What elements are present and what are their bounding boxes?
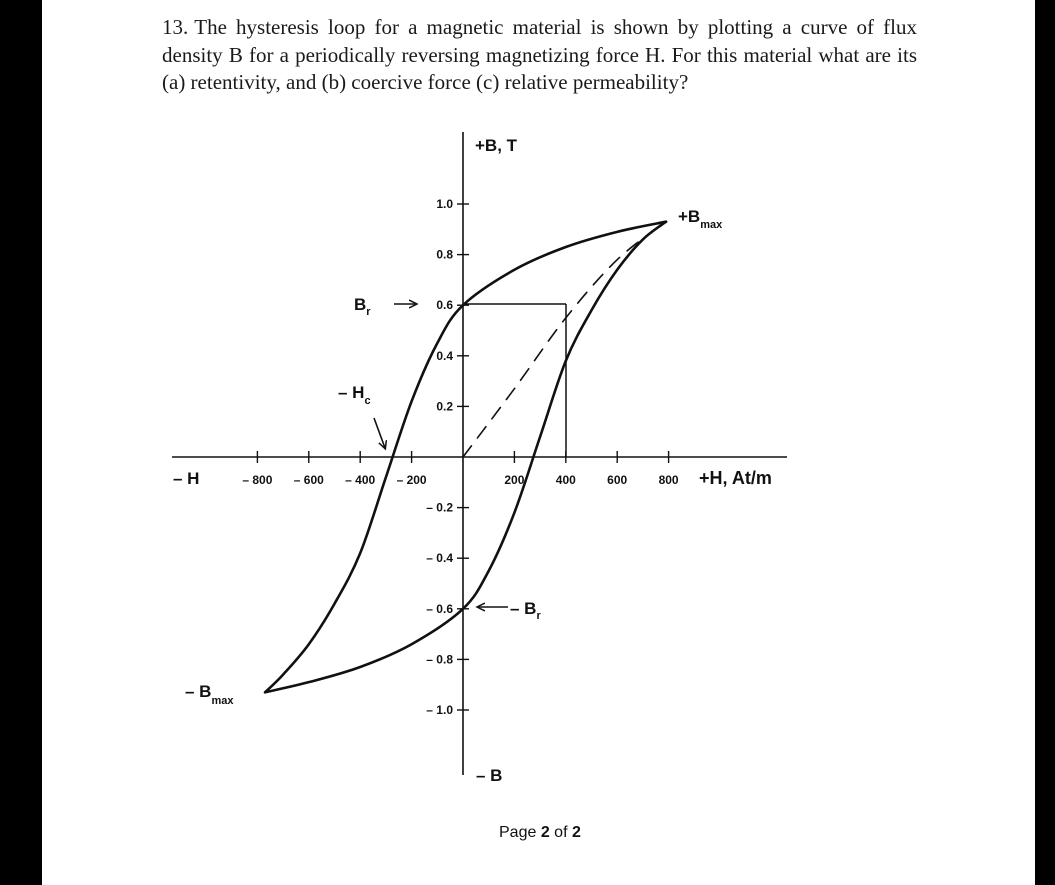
hc-arrow bbox=[374, 418, 385, 448]
initial-magnetization-curve bbox=[463, 222, 666, 457]
b-max-positive-label bbox=[678, 207, 723, 231]
y-tick-label: 0.4 bbox=[436, 348, 453, 363]
remanence-negative-main: – B bbox=[510, 599, 537, 618]
x-tick-label: – 400 bbox=[345, 473, 376, 487]
y-tick-label: – 0.4 bbox=[426, 551, 453, 566]
b-negative-axis-label: – B bbox=[476, 766, 503, 785]
coercive-sub: c bbox=[364, 395, 371, 407]
remanence-negative-sub: r bbox=[536, 610, 541, 622]
coercive-main: – H bbox=[338, 383, 365, 402]
remanence-negative-label bbox=[510, 599, 541, 622]
b-max-positive-main: +B bbox=[678, 207, 701, 226]
footer-current-page: 2 bbox=[540, 824, 550, 841]
page bbox=[42, 0, 1035, 885]
hysteresis-figure bbox=[42, 0, 1035, 885]
remanence-positive-label bbox=[354, 295, 371, 318]
x-tick-label: 200 bbox=[504, 473, 525, 487]
remanence-positive-main: B bbox=[354, 295, 367, 314]
y-tick-label: – 0.8 bbox=[426, 652, 453, 667]
y-tick-label: 0.2 bbox=[436, 399, 453, 414]
x-tick-label: 400 bbox=[555, 473, 576, 487]
y-tick-label: – 1.0 bbox=[426, 703, 453, 717]
b-max-negative-main: – B bbox=[185, 682, 212, 701]
b-max-negative-sub: max bbox=[211, 695, 234, 707]
y-tick-label: – 0.2 bbox=[426, 500, 453, 515]
footer-total-pages: 2 bbox=[571, 824, 581, 841]
x-tick-label: 600 bbox=[607, 473, 628, 487]
h-positive-axis-label: +H, At/m bbox=[699, 468, 772, 488]
axes bbox=[172, 132, 787, 775]
b-max-negative-label bbox=[185, 682, 234, 707]
x-tick-label: 800 bbox=[658, 473, 679, 487]
footer-prefix: Page bbox=[499, 824, 541, 841]
y-tick-label: 0.8 bbox=[436, 247, 453, 262]
coercive-label bbox=[338, 383, 371, 407]
b-positive-axis-label: +B, T bbox=[475, 136, 518, 155]
remanence-positive-sub: r bbox=[366, 306, 371, 318]
page-footer bbox=[499, 824, 581, 842]
x-tick-label: – 800 bbox=[242, 473, 273, 487]
question-body: The hysteresis loop for a magnetic material is shown by plotting a curve of flux density B for a periodically reversing magnetizing force H. For this material what are its (a) retentivity, and (b) coercive force (c) relative permeability? bbox=[162, 15, 917, 94]
annotation-lines bbox=[374, 304, 566, 607]
b-max-positive-sub: max bbox=[700, 219, 723, 231]
h-negative-axis-label: – H bbox=[173, 469, 200, 488]
figure-labels bbox=[173, 136, 772, 785]
question-number: 13. bbox=[162, 15, 189, 39]
x-tick-label: – 200 bbox=[396, 473, 427, 487]
x-tick-label: – 600 bbox=[293, 473, 324, 487]
footer-middle: of bbox=[549, 824, 572, 841]
y-tick-label: 0.6 bbox=[436, 298, 453, 313]
y-tick-label: – 0.6 bbox=[426, 601, 453, 616]
y-tick-label: 1.0 bbox=[436, 197, 453, 211]
